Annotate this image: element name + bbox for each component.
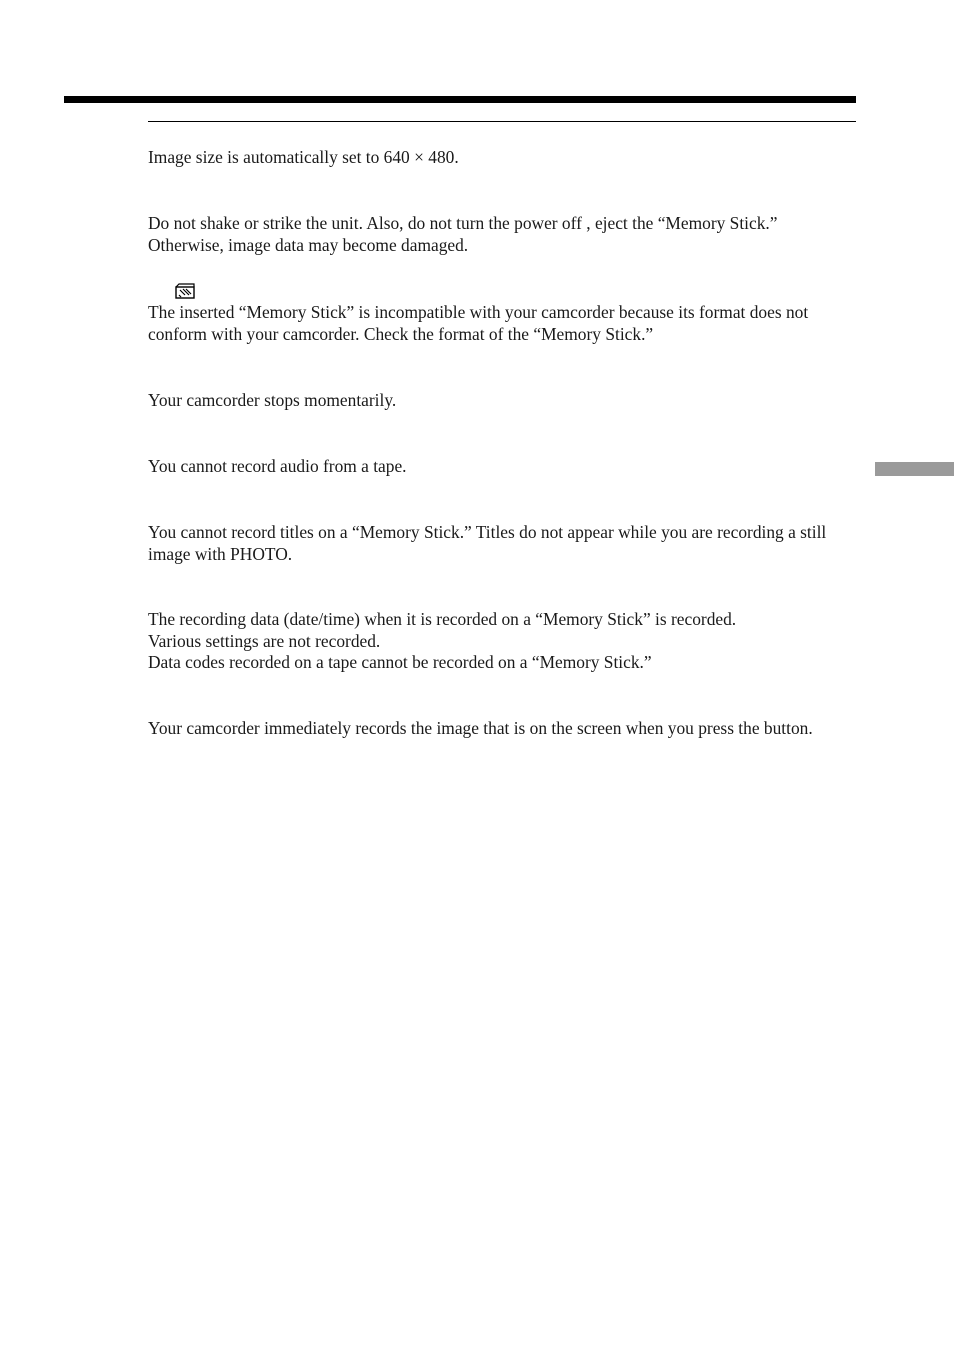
camcorder-stops-note: Your camcorder stops momentarily. (148, 390, 397, 410)
header-thin-rule (148, 121, 856, 122)
incompatible-format-note: The inserted “Memory Stick” is incompatible with your camcorder because its format does not conform with your camcorder. Check the format of the “Memory Stick.” (148, 302, 809, 344)
audio-from-tape-note: You cannot record audio from a tape. (148, 456, 407, 476)
memory-stick-format-warning-icon (174, 283, 198, 301)
handling-caution-note: Do not shake or strike the unit. Also, do not turn the power off , eject the “Memory Stick.” Otherwise, image data may become damaged. (148, 213, 778, 255)
recording-data-note: The recording data (date/time) when it is recorded on a “Memory Stick” is recorded. (148, 609, 737, 629)
titles-note: You cannot record titles on a “Memory Stick.” Titles do not appear while you are recording a still image with PHOTO. (148, 522, 827, 564)
data-codes-note: Data codes recorded on a tape cannot be recorded on a “Memory Stick.” (148, 652, 652, 672)
section-side-tab (875, 462, 954, 476)
top-thick-rule (64, 96, 856, 103)
settings-not-recorded-note: Various settings are not recorded. (148, 631, 381, 651)
immediate-record-note: Your camcorder immediately records the image that is on the screen when you press the button. (148, 718, 813, 738)
image-size-note: Image size is automatically set to 640 × 480. (148, 147, 459, 167)
